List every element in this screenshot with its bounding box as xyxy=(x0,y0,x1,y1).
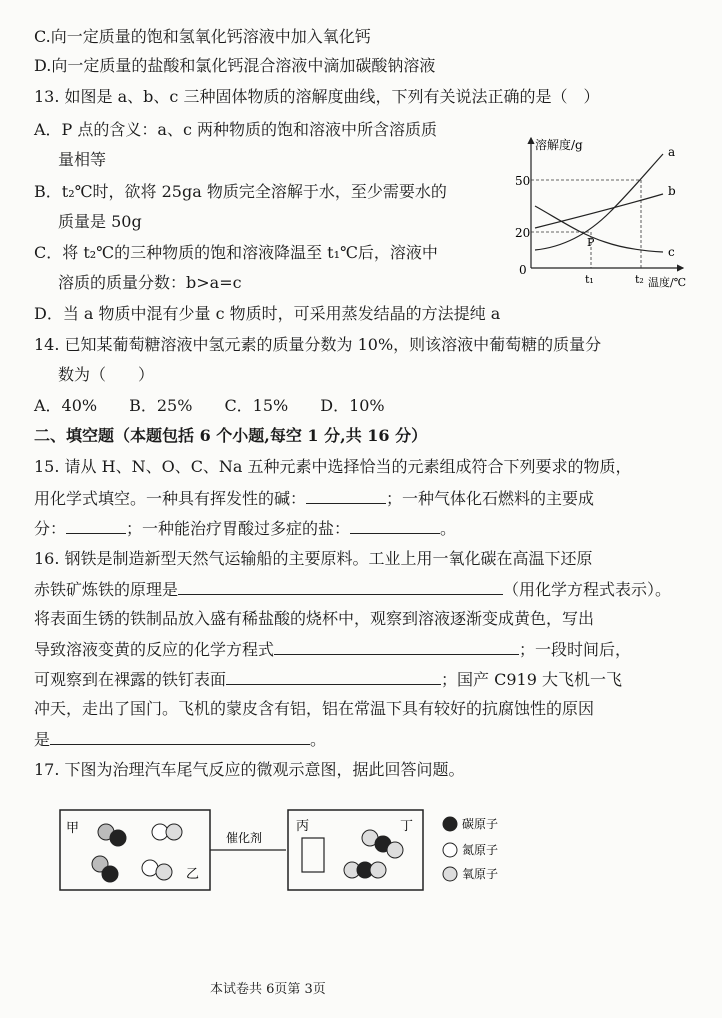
question-14-stem: 14. 已知某葡萄糖溶液中氢元素的质量分数为 10%，则该溶液中葡萄糖的质量分 xyxy=(34,335,602,354)
legend-carbon: 碳原子 xyxy=(462,817,499,831)
legend-oxygen: 氧原子 xyxy=(462,867,499,881)
q15-blank-fuel[interactable] xyxy=(66,517,126,534)
legend-carbon-icon xyxy=(443,817,457,831)
q13-option-d: D．当 a 物质中混有少量 c 物质时，可采用蒸发结晶的方法提纯 a xyxy=(34,304,501,323)
molecule-no-1 xyxy=(152,824,182,840)
q15-text-c: 分： xyxy=(34,519,67,538)
molecule-co2-1 xyxy=(362,830,403,858)
q16-line-7 xyxy=(34,728,326,751)
q13-option-b-cont: 质量是 50g xyxy=(58,212,142,231)
molecule-co2-2 xyxy=(344,862,386,878)
point-p-label: P xyxy=(587,236,595,249)
q16-line-4 xyxy=(34,638,631,661)
curve-b xyxy=(535,194,663,228)
q15-line-2 xyxy=(34,487,594,510)
q15-text-d: ；一种能治疗胃酸过多症的盐： xyxy=(126,519,351,538)
q13-option-c-cont: 溶质的质量分数：b>a=c xyxy=(58,273,242,292)
curve-c-label: c xyxy=(668,245,675,259)
molecule-co-1 xyxy=(98,824,126,846)
molecule-no-2 xyxy=(142,860,172,880)
q15-text-e: 。 xyxy=(440,519,457,538)
catalyst-label: 催化剂 xyxy=(226,831,263,845)
q16-line-6: 冲天，走出了国门。飞机的蒙皮含有铝，铝在常温下具有较好的抗腐蚀性的原因 xyxy=(34,699,595,718)
question-17-stem: 17. 下图为治理汽车尾气反应的微观示意图，据此回答问题。 xyxy=(34,760,465,779)
q16-text-b: （用化学方程式表示）。 xyxy=(503,580,672,599)
legend-nitrogen-icon xyxy=(443,843,457,857)
q16-blank-aluminum-reason[interactable] xyxy=(50,728,310,745)
option-d-line: D.向一定质量的盐酸和氯化钙混合溶液中滴加碳酸钠溶液 xyxy=(34,56,436,75)
reaction-diagram xyxy=(58,808,598,908)
curve-c xyxy=(535,206,663,252)
q16-line-5 xyxy=(34,668,622,691)
curve-a-label: a xyxy=(668,145,676,159)
q15-blank-salt[interactable] xyxy=(350,517,440,534)
tick-t1: t₁ xyxy=(585,273,594,286)
q15-line-3 xyxy=(34,517,456,540)
q16-text-e: 可观察到在裸露的铁钉表面 xyxy=(34,670,227,689)
legend-nitrogen: 氮原子 xyxy=(462,843,499,857)
label-jia: 甲 xyxy=(66,821,80,836)
unknown-product-box xyxy=(302,838,324,872)
q14-options: A．40% B．25% C．15% D．10% xyxy=(34,396,385,415)
question-15-stem: 15. 请从 H、N、O、C、Na 五种元素中选择恰当的元素组成符合下列要求的物质， xyxy=(34,457,632,476)
tick-50: 50 xyxy=(515,174,531,188)
q16-text-d: ；一段时间后， xyxy=(519,640,632,659)
q15-blank-base[interactable] xyxy=(306,487,386,504)
label-ding: 丁 xyxy=(400,819,414,834)
x-axis-label: 温度/℃ xyxy=(648,276,687,289)
q16-text-h: 。 xyxy=(310,730,327,749)
q16-text-g: 是 xyxy=(34,730,51,749)
tick-t2: t₂ xyxy=(635,273,644,286)
q16-text-f: ；国产 C919 大飞机一飞 xyxy=(441,670,622,689)
q15-text-b: ；一种气体化石燃料的主要成 xyxy=(386,489,595,508)
question-13-stem: 13. 如图是 a、b、c 三种固体物质的溶解度曲线，下列有关说法正确的是（ ） xyxy=(34,87,600,106)
y-axis-label: 溶解度/g xyxy=(535,138,583,152)
molecule-co-2 xyxy=(92,856,118,882)
page-footer: 本试卷共 6页第 3页 xyxy=(210,982,326,997)
section-2-heading: 二、填空题（本题包括 6 个小题,每空 1 分,共 16 分） xyxy=(34,426,428,445)
q13-option-a: A．P 点的含义：a、c 两种物质的饱和溶液中所含溶质质 xyxy=(34,120,437,139)
q13-option-b: B．t₂℃时，欲将 25ga 物质完全溶解于水，至少需要水的 xyxy=(34,182,447,201)
origin-label: 0 xyxy=(519,263,527,277)
q15-text-a: 用化学式填空。一种具有挥发性的碱： xyxy=(34,489,307,508)
q16-line-2 xyxy=(34,578,671,601)
q16-text-c: 导致溶液变黄的反应的化学方程式 xyxy=(34,640,275,659)
option-c-line: C.向一定质量的饱和氢氧化钙溶液中加入氧化钙 xyxy=(34,27,371,46)
label-yi: 乙 xyxy=(186,867,200,882)
q16-blank-ironmaking[interactable] xyxy=(178,578,503,595)
curve-b-label: b xyxy=(668,184,676,198)
question-16-stem: 16. 钢铁是制造新型天然气运输船的主要原料。工业上用一氧化碳在高温下还原 xyxy=(34,549,593,568)
label-bing: 丙 xyxy=(296,819,310,834)
q13-option-c: C．将 t₂℃的三种物质的饱和溶液降温至 t₁℃后，溶液中 xyxy=(34,243,438,262)
solubility-curve-chart xyxy=(505,132,705,292)
q16-blank-observation[interactable] xyxy=(226,668,441,685)
q16-text-a: 赤铁矿炼铁的原理是 xyxy=(34,580,179,599)
q16-blank-rust-equation[interactable] xyxy=(274,638,519,655)
question-14-stem-cont: 数为（ ） xyxy=(58,365,155,384)
tick-20: 20 xyxy=(515,226,531,240)
q16-line-3: 将表面生锈的铁制品放入盛有稀盐酸的烧杯中，观察到溶液逐渐变成黄色，写出 xyxy=(34,609,595,628)
q13-option-a-cont: 量相等 xyxy=(58,150,107,169)
curve-a xyxy=(535,154,663,250)
legend-oxygen-icon xyxy=(443,867,457,881)
